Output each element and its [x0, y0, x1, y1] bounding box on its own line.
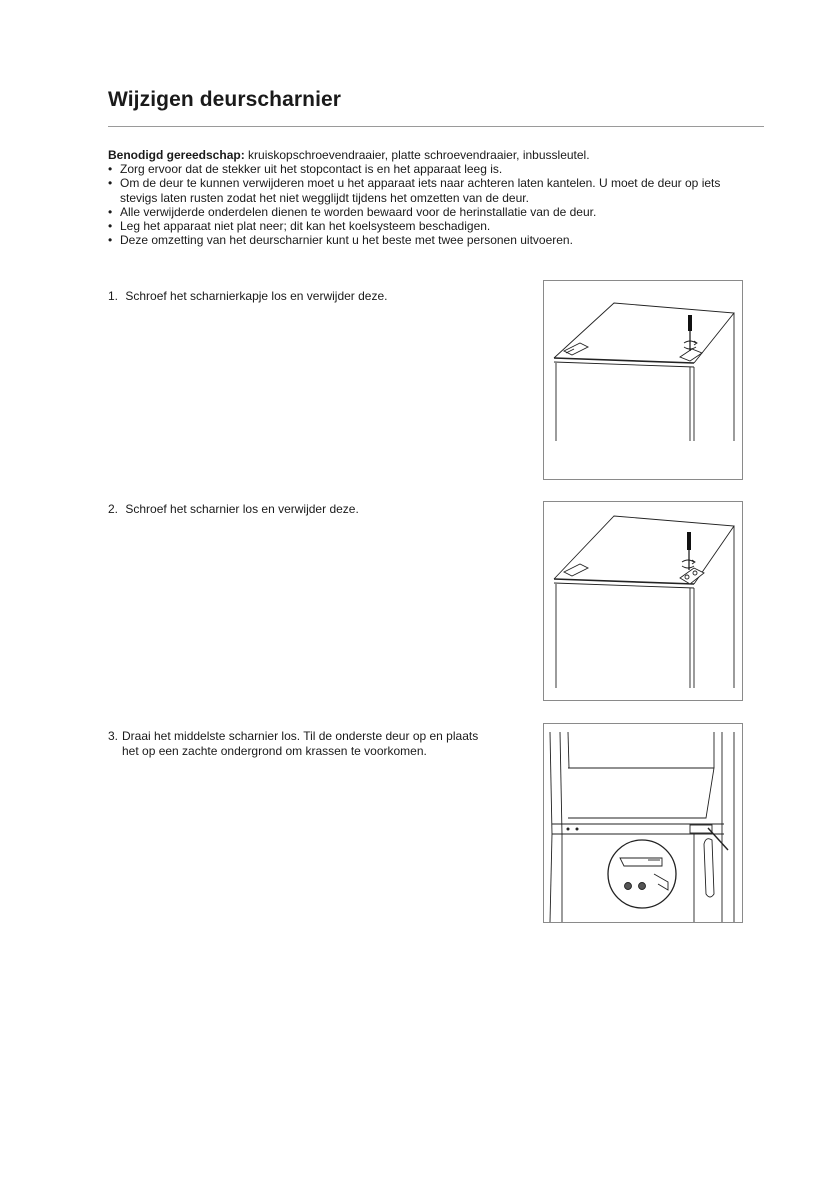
- step-number: 2.: [108, 502, 119, 516]
- fridge-top-hinge-drawing: [544, 502, 742, 700]
- step-instruction: Draai het middelste scharnier los. Til de onderste deur op en plaats: [122, 729, 479, 743]
- screwdriver-handle-icon: [688, 315, 692, 331]
- fridge-middle-hinge-drawing: [544, 724, 742, 922]
- precaution-item: • Alle verwijderde onderdelen dienen te worden bewaard voor de herinstallatie van de deur.: [108, 205, 748, 219]
- fridge-top-hinge-cover-drawing: [544, 281, 742, 479]
- step-2-text: [108, 502, 518, 517]
- precaution-item: • Deze omzetting van het deurscharnier kunt u het beste met twee personen uitvoeren.: [108, 233, 748, 247]
- step-1-illustration: [543, 280, 743, 480]
- screwdriver-handle-icon: [687, 532, 691, 550]
- screw-dot-icon: [576, 828, 579, 831]
- step-3-illustration: [543, 723, 743, 923]
- precaution-item: • Leg het apparaat niet plat neer; dit kan het koelsysteem beschadigen.: [108, 219, 748, 233]
- step-3-text: [108, 729, 518, 758]
- title-divider: [108, 126, 764, 127]
- precaution-item: • Om de deur te kunnen verwijderen moet u het apparaat iets naar achteren laten kantelen. U moet de deur op iets stevigs laten rusten zodat het niet wegglijdt tijdens het omzetten van de deur.: [108, 176, 748, 204]
- precaution-item: • Zorg ervoor dat de stekker uit het stopcontact is en het apparaat leeg is.: [108, 162, 748, 176]
- step-number: 1.: [108, 289, 119, 303]
- tools-text: kruiskopschroevendraaier, platte schroevendraaier, inbussleutel.: [244, 148, 590, 162]
- step-2-illustration: [543, 501, 743, 701]
- screw-dot-icon: [567, 828, 570, 831]
- intro-section: [108, 148, 748, 247]
- precaution-list: [108, 162, 748, 247]
- step-number: 3.: [108, 729, 119, 743]
- step-instruction: Schroef het scharnier los en verwijder deze.: [125, 502, 359, 516]
- tools-label: Benodigd gereedschap:: [108, 148, 245, 162]
- tools-line: [108, 148, 748, 162]
- step-1-text: [108, 289, 518, 304]
- page-title: Wijzigen deurscharnier: [108, 88, 342, 111]
- step-instruction: Schroef het scharnierkapje los en verwijder deze.: [125, 289, 388, 303]
- step-instruction-continued: het op een zachte ondergrond om krassen te voorkomen.: [122, 743, 427, 758]
